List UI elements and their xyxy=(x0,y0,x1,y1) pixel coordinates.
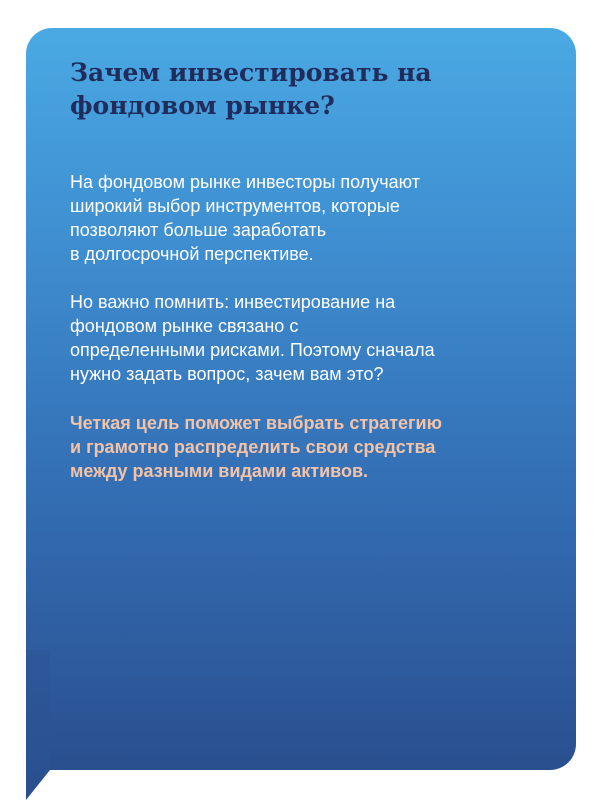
title-line: Зачем инвестировать на xyxy=(70,58,432,87)
text-line: Но важно помнить: инвестирование на xyxy=(70,292,396,312)
paragraph-risks xyxy=(70,290,550,386)
info-card xyxy=(26,28,576,770)
title-line: фондовом рынке? xyxy=(70,91,335,120)
text-line: в долгосрочной перспективе. xyxy=(70,244,314,264)
text-line: Четкая цель поможет выбрать стратегию xyxy=(70,413,442,433)
text-line: На фондовом рынке инвесторы получают xyxy=(70,172,420,192)
text-line: широкий выбор инструментов, которые xyxy=(70,196,400,216)
paragraph-intro xyxy=(70,170,550,266)
page-title xyxy=(70,56,540,122)
text-line: между разными видами активов. xyxy=(70,461,369,481)
text-line: фондовом рынке связано с xyxy=(70,316,299,336)
speech-bubble-tail xyxy=(26,650,50,800)
text-line: определенными рисками. Поэтому сначала xyxy=(70,340,435,360)
text-line: позволяют больше заработать xyxy=(70,220,327,240)
text-line: нужно задать вопрос, зачем вам это? xyxy=(70,364,384,384)
paragraph-highlight xyxy=(70,411,550,483)
text-line: и грамотно распределить свои средства xyxy=(70,437,436,457)
